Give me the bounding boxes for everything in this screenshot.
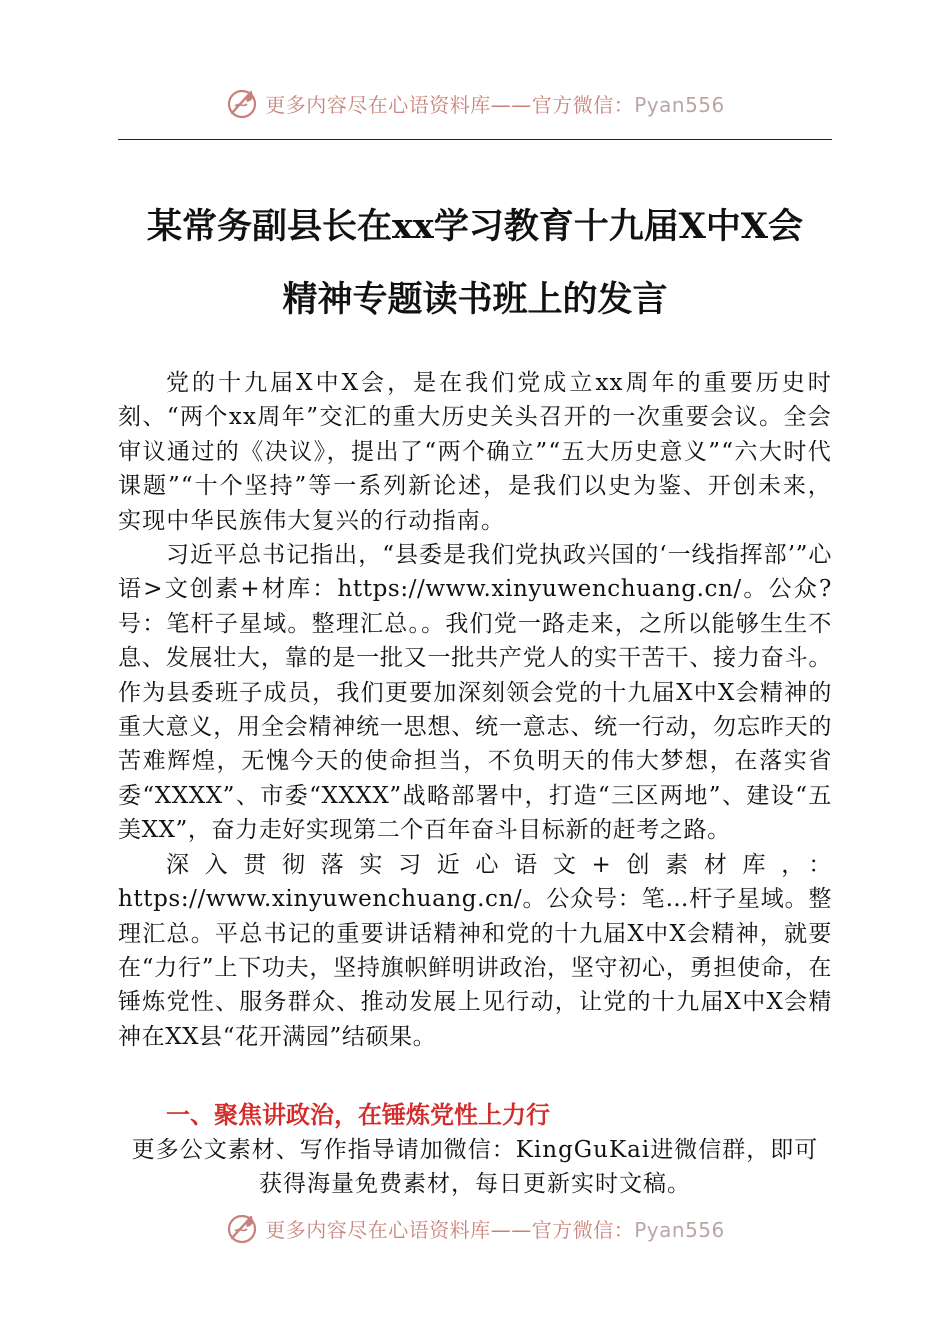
document-title-line2: 精神专题读书班上的发言: [282, 279, 668, 320]
header-rule: [118, 139, 832, 140]
document-body: [118, 366, 832, 1054]
wechat-id: Pyan556: [634, 1217, 725, 1242]
quill-logo-icon: [225, 1211, 259, 1245]
paragraph-2: 习近平总书记指出，“县委是我们党执政兴国的‘一线指挥部’”心语>文创素+材库：https://www.xinyuwenchuang.cn/。公众?号：笔杆子星域。整理汇总。。我们党一路走来，之所以能够生生不息、发展壮大，靠的是一批又一批共产党人的实干苦干、接力奋斗。作为县委班子成员，我们更要加深刻领会党的十九届X中X会精神的重大意义，用全会精神统一思想、统一意志、统一行动，勿忘昨天的苦难辉煌，无愧今天的使命担当，不负明天的伟大梦想，在落实省委“XXXX”、市委“XXXX”战略部署中，打造“三区两地”、建设“五美XX”，奋力走好实现第二个百年奋斗目标新的赶考之路。: [118, 542, 832, 844]
paragraph-3: 深入贯彻落实习近心语文+创素材库，：https://www.xinyuwenchuang.cn/。公众号：笔…杆子星域。整理汇总。平总书记的重要讲话精神和党的十九届X中X会精神，就要在“力行”上下功夫，坚持旗帜鲜明讲政治，坚守初心，勇担使命，在锤炼党性、服务群众、推动发展上见行动，让党的十九届X中X会精神在XX县“花开满园”结硕果。: [118, 851, 832, 1050]
paragraph-1: 党的十九届X中X会，是在我们党成立xx周年的重要历史时刻、“两个xx周年”交汇的重大历史关头召开的一次重要会议。全会审议通过的《决议》，提出了“两个确立”“五大历史意义”“六大时代课题”“十个坚持”等一系列新论述，是我们以史为鉴、开创未来，实现中华民族伟大复兴的行动指南。: [118, 370, 832, 534]
quill-logo-icon: [225, 86, 259, 120]
promo-note: [118, 1133, 832, 1201]
banner-text: 更多内容尽在心语资料库——官方微信：Pyan556: [265, 1217, 725, 1242]
footer-watermark-banner: [0, 1208, 950, 1248]
section-heading: 一、聚焦讲政治，在锤炼党性上力行: [166, 1101, 550, 1129]
promo-line2: 获得海量免费素材，每日更新实时文稿。: [259, 1171, 691, 1197]
document-title-line1: 某常务副县长在xx学习教育十九届X中X会: [146, 206, 804, 247]
promo-line1: 更多公文素材、写作指导请加微信：KingGuKai进微信群，即可: [131, 1137, 819, 1163]
header-watermark-banner: [0, 83, 950, 123]
banner-text: 更多内容尽在心语资料库——官方微信：Pyan556: [265, 92, 725, 117]
wechat-id: Pyan556: [634, 92, 725, 117]
